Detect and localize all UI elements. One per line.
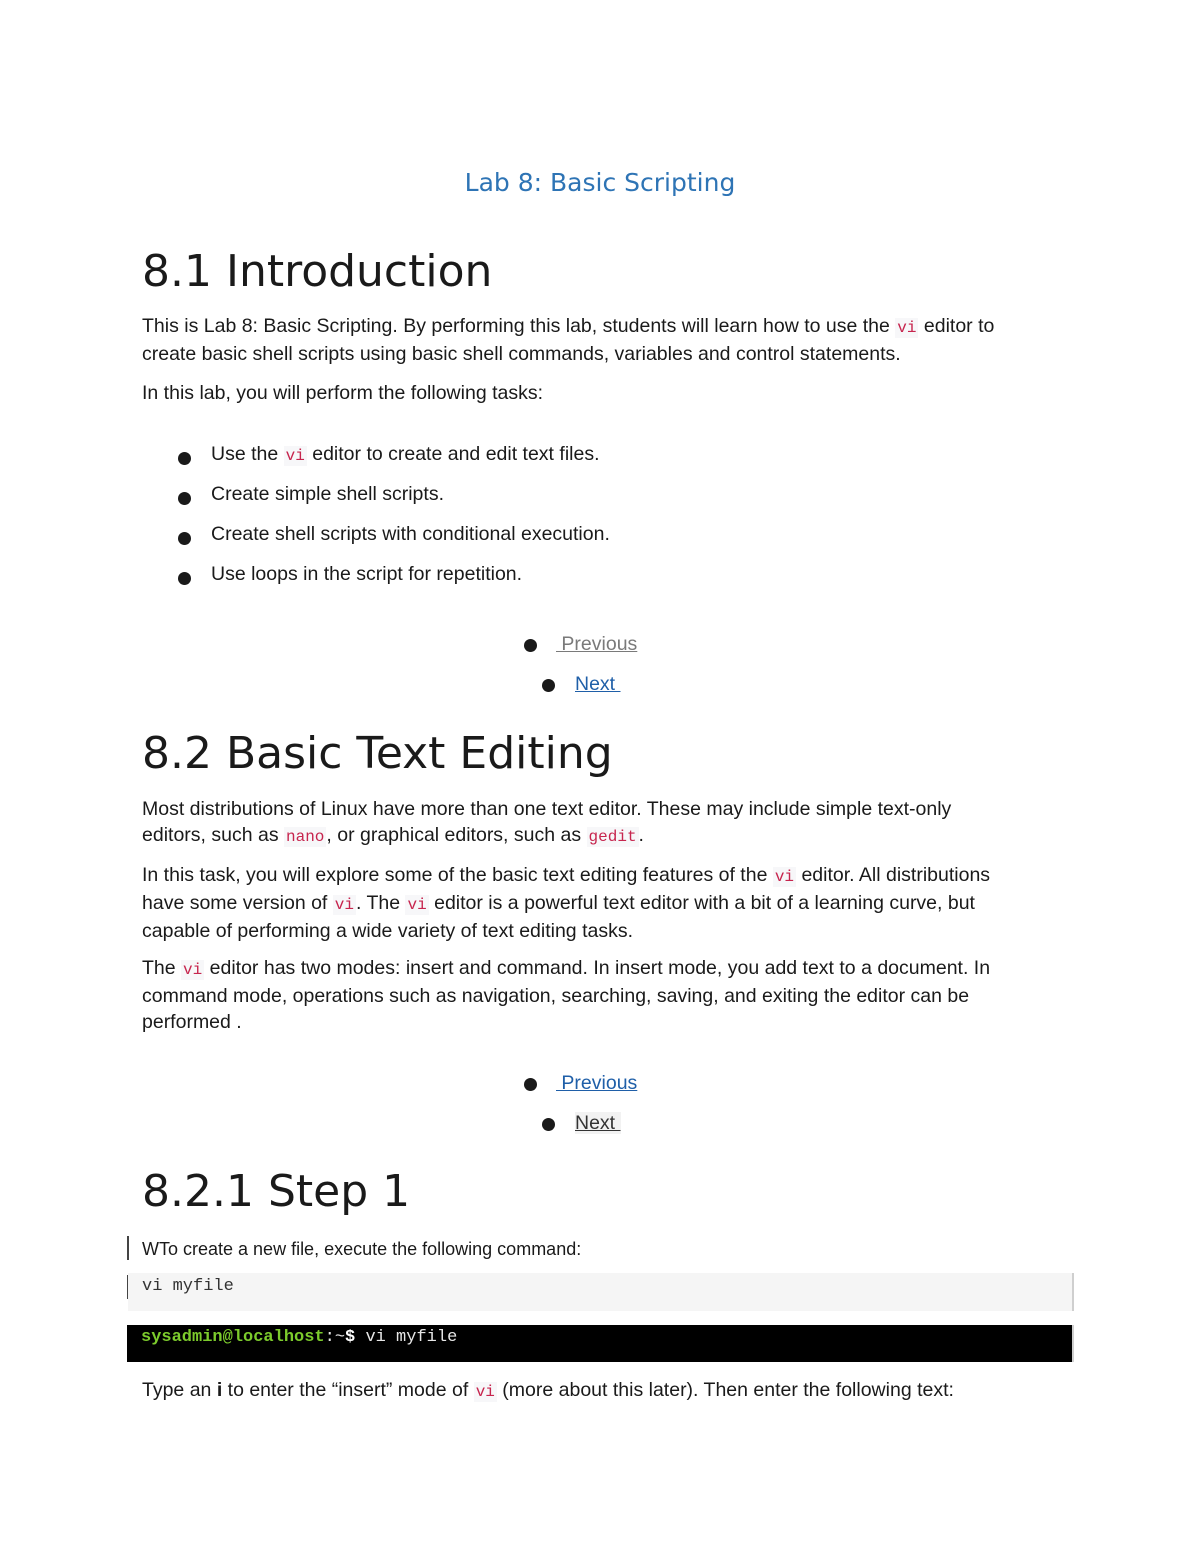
paragraph-text: In this task, you will explore some of the basic text editing features of the: [142, 864, 773, 886]
command-text: vi myfile: [142, 1277, 234, 1296]
paragraph-text: have some version of: [142, 892, 333, 914]
terminal-block: [127, 1325, 1074, 1362]
bullet-icon: [524, 639, 537, 652]
paragraph-text: , or graphical editors, such as: [326, 824, 587, 846]
list-item: [175, 561, 610, 601]
terminal-prompt-user: sysadmin@localhost: [141, 1328, 325, 1347]
section-heading-basic-text-editing: 8.2 Basic Text Editing: [142, 728, 613, 779]
inline-code-vi: vi: [475, 1383, 495, 1401]
intro-text-line2: create basic shell scripts using basic shell commands, variables and control statements.: [142, 343, 901, 365]
insert-mode-paragraph: [142, 1377, 1072, 1405]
tasks-intro: In this lab, you will perform the following tasks:: [142, 382, 544, 404]
next-link[interactable]: Next: [575, 1112, 621, 1134]
list-item: [175, 441, 610, 481]
task-text: Use the: [211, 443, 284, 465]
inline-code-nano: nano: [285, 828, 325, 846]
step-instruction: WTo create a new file, execute the following command:: [142, 1239, 582, 1259]
inline-code-vi: vi: [897, 319, 917, 337]
list-item: [175, 521, 610, 561]
paragraph-text: editors, such as: [142, 824, 284, 846]
inline-code-vi: vi: [285, 447, 305, 465]
modes-paragraph: [142, 955, 1072, 1035]
terminal-line: [141, 1328, 457, 1347]
paragraph-text: to enter the “insert” mode of: [222, 1379, 474, 1401]
terminal-prompt-path: :~: [324, 1328, 346, 1347]
section-heading-step-1: 8.2.1 Step 1: [142, 1166, 411, 1217]
paragraph-text: command mode, operations such as navigation, searching, saving, and exiting the editor can be: [142, 985, 970, 1007]
intro-text-end: editor to: [918, 315, 995, 337]
paragraph-text: editor. All distributions: [796, 864, 991, 886]
task-text: Create simple shell scripts.: [211, 483, 444, 505]
paragraph-text: performed .: [142, 1011, 242, 1033]
nav-previous-2: [524, 1070, 637, 1096]
command-box: [128, 1273, 1074, 1311]
paragraph-text: editor is a powerful text editor with a bit of a learning curve, but: [428, 892, 975, 914]
inline-code-vi: vi: [334, 896, 354, 914]
bullet-icon: [178, 572, 191, 585]
intro-paragraph: [142, 313, 1072, 367]
bullet-icon: [178, 532, 191, 545]
paragraph-text: .: [638, 824, 644, 846]
inline-code-gedit: gedit: [588, 828, 637, 846]
paragraph-text: The: [142, 957, 182, 979]
intro-text: This is Lab 8: Basic Scripting. By performing this lab, students will learn how to use the: [142, 315, 896, 337]
task-list: [175, 441, 610, 601]
nav-next-2: [542, 1110, 621, 1136]
explore-paragraph: [142, 862, 1072, 944]
previous-link[interactable]: Previous: [556, 1072, 638, 1094]
paragraph-text: (more about this later). Then enter the following text:: [496, 1379, 954, 1401]
inline-code-vi: vi: [183, 961, 203, 979]
terminal-prompt-dollar: $: [345, 1328, 356, 1347]
bullet-icon: [524, 1078, 537, 1091]
revision-bar: [127, 1236, 129, 1260]
inline-code-vi: vi: [407, 896, 427, 914]
bullet-icon: [178, 452, 191, 465]
editors-paragraph: [142, 796, 1072, 850]
section-heading-introduction: 8.1 Introduction: [142, 246, 493, 297]
bullet-icon: [542, 1118, 555, 1131]
task-text: Create shell scripts with conditional execution.: [211, 523, 610, 545]
paragraph-text: editor has two modes: insert and command. In insert mode, you add text to a document. In: [204, 957, 991, 979]
task-text: editor to create and edit text files.: [306, 443, 600, 465]
paragraph-text: Most distributions of Linux have more than one text editor. These may include simple text-only: [142, 798, 952, 820]
inline-code-vi: vi: [774, 868, 795, 886]
paragraph-text: Type an: [142, 1379, 217, 1401]
previous-link[interactable]: Previous: [556, 633, 638, 655]
bullet-icon: [178, 492, 191, 505]
next-link[interactable]: Next: [575, 673, 621, 695]
terminal-command: vi myfile: [355, 1328, 458, 1347]
paragraph-text: capable of performing a wide variety of text editing tasks.: [142, 920, 634, 942]
nav-next-1: [542, 671, 621, 697]
task-text: Use loops in the script for repetition.: [211, 563, 523, 585]
nav-previous-1: [524, 631, 637, 657]
paragraph-text: . The: [355, 892, 406, 914]
page-title: Lab 8: Basic Scripting: [464, 168, 736, 197]
bold-key-i: i: [216, 1379, 223, 1401]
bullet-icon: [542, 679, 555, 692]
list-item: [175, 481, 610, 521]
